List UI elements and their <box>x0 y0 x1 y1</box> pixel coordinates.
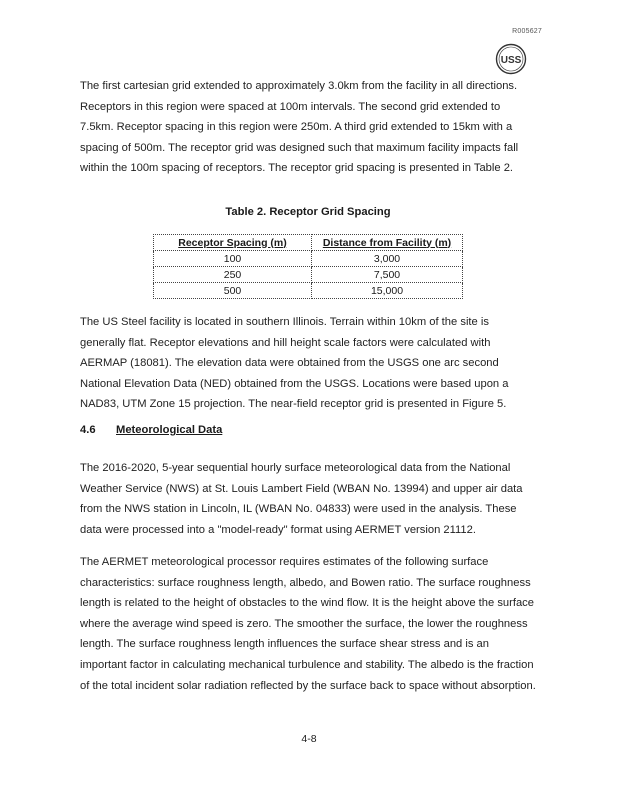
table-header-row <box>154 235 463 251</box>
table-cell: 7,500 <box>312 267 463 283</box>
table-row <box>154 251 463 267</box>
document-id: R005627 <box>512 28 542 35</box>
section-heading <box>80 424 222 436</box>
table-row <box>154 283 463 299</box>
paragraph-receptor-grid: The first cartesian grid extended to approximately 3.0km from the facility in all directions. Receptors in this region were spaced at 100m intervals. The second grid extended to 7.5km. Receptor spacing in this region were 250m. A third grid extended to 15km with a spacing of 500m. The receptor grid was designed such that maximum facility impacts fall within the 100m spacing of receptors. The receptor grid spacing is presented in Table 2. <box>80 80 519 175</box>
table-cell: 500 <box>154 283 312 299</box>
table-cell: 15,000 <box>312 283 463 299</box>
section-number: 4.6 <box>80 424 96 436</box>
receptor-grid-table <box>153 234 463 299</box>
uss-logo <box>495 43 527 75</box>
logo-text: USS <box>500 55 522 66</box>
table-caption: Table 2. Receptor Grid Spacing <box>225 206 391 218</box>
header-receptor-spacing: Receptor Spacing (m) <box>154 235 312 251</box>
paragraph-terrain: The US Steel facility is located in southern Illinois. Terrain within 10km of the site is generally flat. Receptor elevations and hill height scale factors were calculated with AERMAP (18081). The elevation data were obtained from the USGS one arc second National Elevation Data (NED) obtained from the USGS. Locations were based upon a NAD83, UTM Zone 15 projection. The near-field receptor grid is presented in Figure 5. <box>80 316 509 411</box>
table-cell: 100 <box>154 251 312 267</box>
table-cell: 3,000 <box>312 251 463 267</box>
header-distance-from-facility: Distance from Facility (m) <box>312 235 463 251</box>
page-number: 4-8 <box>301 733 317 745</box>
table-row <box>154 267 463 283</box>
paragraph-met-data: The 2016-2020, 5-year sequential hourly surface meteorological data from the National Weather Service (NWS) at St. Louis Lambert Field (WBAN No. 13994) and upper air data from the NWS station in Lincoln, IL (WBAN No. 04833) were used in the analysis. These data were processed into a "model-ready" format using AERMET version 21112. <box>80 462 523 536</box>
section-title: Meteorological Data <box>116 424 223 436</box>
paragraph-aermet: The AERMET meteorological processor requires estimates of the following surface characteristics: surface roughness length, albedo, and Bowen ratio. The surface roughness length is related to the height of obstacles to the wind flow. It is the height above the surface where the average wind speed is zero. The smoother the surface, the lower the roughness length. The surface roughness length influences the surface shear stress and is an important factor in calculating mechanical turbulence and stability. The albedo is the fraction of the total incident solar radiation reflected by the surface back to space without absorption. <box>80 556 536 692</box>
table-cell: 250 <box>154 267 312 283</box>
